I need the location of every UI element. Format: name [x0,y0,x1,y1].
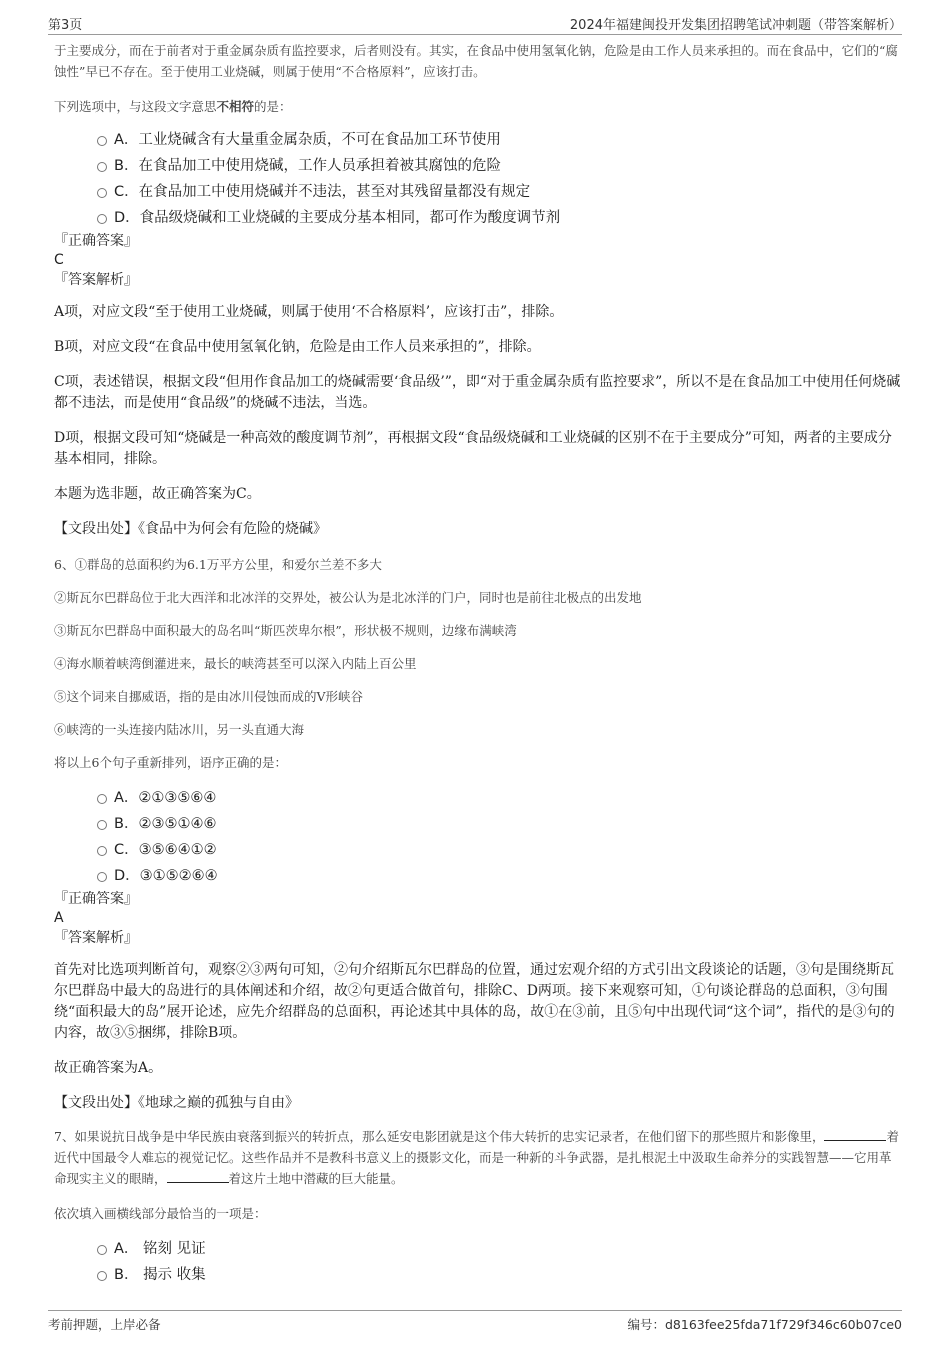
option-text: ②③⑤①④⑥ [138,816,217,832]
radio-icon[interactable] [97,872,107,882]
q7-option-a[interactable] [54,1236,902,1262]
option-text: ③①⑤②⑥④ [139,868,218,884]
radio-icon[interactable] [97,214,107,224]
option-letter: B． [114,1267,139,1283]
q6-question: 将以上6个句子重新排列，语序正确的是： [54,755,287,770]
q6-analysis: 首先对比选项判断首句，观察②③两句可知，②句介绍斯瓦尔巴群岛的位置，通过宏观介绍的方式引出文段谈论的话题，③句是围绕斯瓦尔巴群岛中最大的岛进行的具体阐述和介绍，故②句更适合做首句，排除C、D两项。接下来观察可知，①句谈论群岛的总面积，③句围绕“面积最大的岛”展开论述，应先介绍群岛的总面积，再论述其中具体的岛，故①在③前，且⑤句中出现代词“这个词”，指代的是③句的内容，故③⑤捆绑，排除B项。 [54,962,895,1041]
q5-analysis-b: B项，对应文段“在食品中使用氢氧化钠，危险是由工作人员来承担的”，排除。 [54,339,541,355]
q5-analysis-a: A项，对应文段“至于使用工业烧碱，则属于使用‘不合格原料’，应该打击”，排除。 [54,304,564,320]
q7-passage: 7、如果说抗日战争是中华民族由衰落到振兴的转折点，那么延安电影团就是这个伟大转折的忠实记录者，在他们留下的那些照片和影像里， 着近代中国最令人难忘的视觉记忆。这些作品并不是教科书意义上的摄影文化，而是一种新的斗争武器，是扎根泥土中汲取生命养分的实践智慧——它用革命现实主义的眼睛， 着这片土地中潜藏的巨大能量。 [54,1129,899,1186]
option-text: 在食品加工中使用烧碱并不违法，甚至对其残留量都没有规定 [138,184,531,200]
option-text: 食品级烧碱和工业烧碱的主要成分基本相同，都可作为酸度调节剂 [139,210,561,226]
option-letter: A． [114,1241,139,1257]
q5-option-a[interactable] [54,127,902,153]
q5-option-b[interactable] [54,153,902,179]
option-text: 铭刻 见证 [143,1241,206,1257]
q5-question: 下列选项中，与这段文字意思不相符的是： [54,99,292,114]
option-text: 在食品加工中使用烧碱，工作人员承担着被其腐蚀的危险 [138,158,501,174]
q6-answer: A [54,910,64,926]
q6-sentence-6: ⑥峡湾的一头连接内陆冰川，另一头直通大海 [54,722,305,737]
option-text: ③⑤⑥④①② [138,842,217,858]
q6-sentence-3: ③斯瓦尔巴群岛中面积最大的岛名叫“斯匹茨卑尔根”，形状极不规则，边缘布满峡湾 [54,623,517,638]
radio-icon[interactable] [97,1245,107,1255]
q5-analysis-d: D项，根据文段可知“烧碱是一种高效的酸度调节剂”，再根据文段“食品级烧碱和工业烧碱的区别不在于主要成分”可知，两者的主要成分基本相同，排除。 [54,430,892,467]
option-letter: B． [114,816,139,832]
fill-blank-2 [167,1170,229,1183]
q6-conclusion: 故正确答案为A。 [54,1060,163,1076]
radio-icon[interactable] [97,188,107,198]
q6-sentence-5: ⑤这个词来自挪威语，指的是由冰川侵蚀而成的V形峡谷 [54,689,364,704]
q7-option-b[interactable] [54,1262,902,1288]
option-letter: D． [114,210,140,226]
option-letter: A． [114,132,139,148]
document-id: 编号：d8163fee25fda71f729f346c60b07ce0 [627,1317,902,1332]
option-text: 工业烧碱含有大量重金属杂质，不可在食品加工环节使用 [138,132,501,148]
q6-answer-label: 『正确答案』 [54,891,138,907]
option-letter: C． [114,842,139,858]
radio-icon[interactable] [97,1271,107,1281]
option-text: 揭示 收集 [143,1267,206,1283]
footer-slogan: 考前押题，上岸必备 [48,1317,161,1332]
page-header [48,12,902,35]
q5-analysis-label: 『答案解析』 [54,272,138,288]
option-letter: A． [114,790,139,806]
q5-answer: C [54,252,64,268]
q5-source: 【文段出处】《食品中为何会有危险的烧碱》 [54,521,327,537]
q6-option-b[interactable] [54,811,902,837]
q5-analysis-c: C项，表述错误，根据文段“但用作食品加工的烧碱需要‘食品级’”，即“对于重金属杂质有监控要求”，所以不是在食品加工中使用任何烧碱都不违法，而是使用“食品级”的烧碱不违法，当选。 [54,374,901,411]
radio-icon[interactable] [97,846,107,856]
fill-blank-1 [824,1128,886,1141]
q6-analysis-label: 『答案解析』 [54,930,138,946]
radio-icon[interactable] [97,136,107,146]
q6-sentence-1: 6、①群岛的总面积约为6.1万平方公里，和爱尔兰差不多大 [54,557,382,572]
q6-option-d[interactable] [54,863,902,889]
q5-answer-label: 『正确答案』 [54,233,138,249]
document-body [54,40,902,1288]
option-letter: B． [114,158,139,174]
q5-option-d[interactable] [54,205,902,231]
q6-sentence-4: ④海水顺着峡湾倒灌进来，最长的峡湾甚至可以深入内陆上百公里 [54,656,417,671]
option-letter: D． [114,868,140,884]
q6-sentence-2: ②斯瓦尔巴群岛位于北大西洋和北冰洋的交界处，被公认为是北冰洋的门户，同时也是前往北极点的出发地 [54,590,642,605]
option-letter: C． [114,184,139,200]
document-title: 2024年福建闽投开发集团招聘笔试冲刺题（带答案解析） [569,18,902,33]
q7-question: 依次填入画横线部分最恰当的一项是： [54,1206,267,1221]
option-text: ②①③⑤⑥④ [138,790,217,806]
q6-option-c[interactable] [54,837,902,863]
page-footer [48,1310,902,1335]
q5-option-c[interactable] [54,179,902,205]
radio-icon[interactable] [97,162,107,172]
q6-option-a[interactable] [54,785,902,811]
q6-source: 【文段出处】《地球之巅的孤独与自由》 [54,1095,299,1111]
radio-icon[interactable] [97,794,107,804]
q5-conclusion: 本题为选非题，故正确答案为C。 [54,486,261,502]
radio-icon[interactable] [97,820,107,830]
q5-passage-end: 于主要成分，而在于前者对于重金属杂质有监控要求，后者则没有。其实，在食品中使用氢氧化钠，危险是由工作人员来承担的。而在食品中，它们的“腐蚀性”早已不存在。至于使用工业烧碱，则属于使用“不合格原料”，应该打击。 [54,43,898,79]
page-number: 第3页 [48,18,83,33]
